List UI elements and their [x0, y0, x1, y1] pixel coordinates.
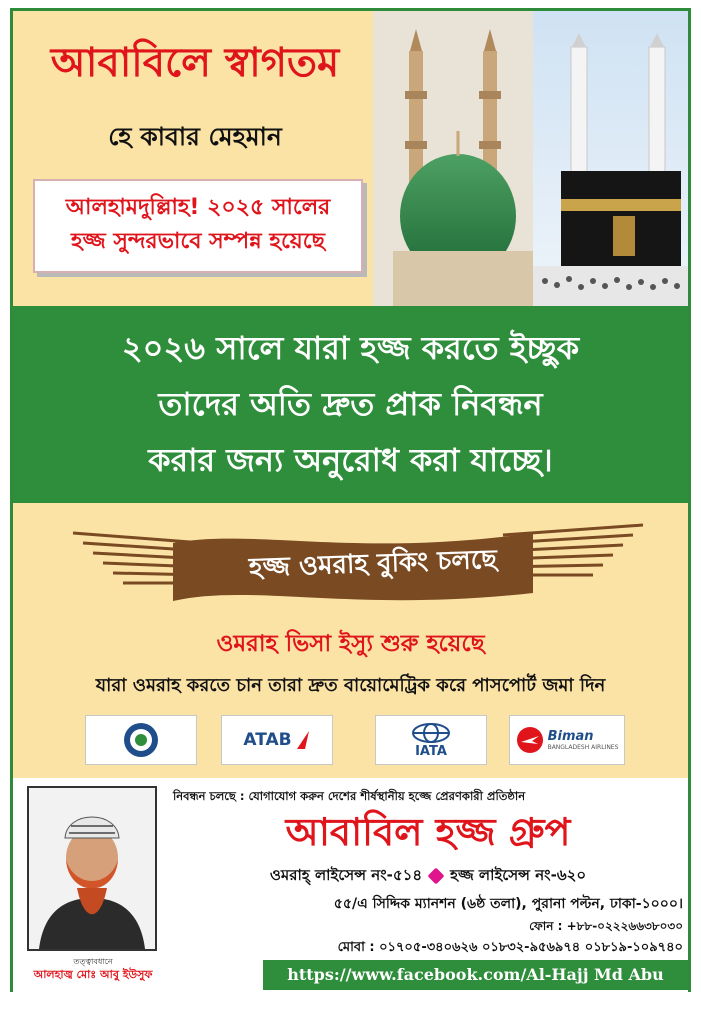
iata-logo [375, 715, 487, 765]
alhamdulillah-box [33, 179, 363, 273]
booking-section [13, 503, 688, 778]
mobile-numbers: মোবা : ০১৭০৫-৩৪০৬২৬ ০১৮৩২-৯৫৬৯৭৪ ০১৮১৯-১০৯৭৪০ [337, 940, 683, 955]
supervisor-caption: তত্ত্বাবধানে [73, 957, 113, 966]
umrah-biometric-text: যারা ওমরাহ করতে চান তারা দ্রুত বায়োমেট্রিক করে পাসপোর্ট জমা দিন [95, 675, 606, 696]
atab-text: ATAB [243, 730, 292, 750]
license-line [173, 864, 683, 889]
founder-portrait [27, 786, 157, 951]
hajj-license: হজ্জ লাইসেন্স নং-৬২০ [450, 866, 587, 884]
group-name: আবাবিল হজ্জ গ্রুপ [285, 810, 571, 854]
biman-sub-text: BANGLADESH AIRLINES [547, 744, 619, 751]
atab-arrow-icon [295, 729, 311, 751]
contact-section [13, 778, 688, 1014]
biman-logo [509, 715, 625, 765]
founder-name: আলহাজ্ব মোঃ আবু ইউসুফ [33, 968, 153, 981]
biman-bird-icon [516, 726, 544, 754]
umrah-license: ওমরাহ্ লাইসেন্স নং-৫১৪ [269, 866, 423, 884]
poster [10, 8, 691, 1014]
alhamdulillah-line-1: আলহামদুল্লিাহ! ২০২৫ সালের [65, 195, 331, 220]
top-section [13, 11, 688, 306]
biman-text-group [548, 729, 619, 751]
umrah-visa-text: ওমরাহ ভিসা ইস্যু শুরু হয়েছে [216, 631, 485, 657]
address: ৫৫/এ সিদ্দিক ম্যানশন (৬ষ্ঠ তলা), পুরানা পল্টন, ঢাকা-১০০০। [333, 896, 683, 912]
booking-banner [53, 513, 653, 613]
registration-band [13, 306, 688, 503]
hajj-agency-logo [85, 715, 197, 765]
alhamdulillah-line-2: হজ্জ সুন্দরভাবে সম্পন্ন হয়েছে [71, 229, 325, 254]
separator-icon [428, 867, 445, 884]
phone: ফোন : +৮৮-০২২২৬৬৩৮০৩০ [529, 919, 683, 933]
band-line-3: করার জন্য অনুরোধ করা যাচ্ছে। [148, 441, 553, 479]
partner-logos [85, 715, 625, 767]
globe-icon [411, 722, 451, 744]
booking-banner-text: হজ্জ ওমরাহ বুকিং চলছে [248, 544, 498, 584]
guest-subtitle: হে কাবার মেহমান [108, 122, 282, 151]
mosque-kaaba-photo [373, 11, 688, 306]
iata-text: IATA [415, 743, 447, 759]
atab-logo [221, 715, 333, 765]
registration-line: নিবন্ধন চলছে : যোগাযোগ করুন দেশের শীর্ষস্থানীয় হজ্জে প্রেরণকারী প্রতিষ্ঠান [173, 789, 526, 803]
band-line-1: ২০২৬ সালে যারা হজ্জ করতে ইচ্ছুক [121, 329, 580, 367]
welcome-title: আবাবিলে স্বাগতম [50, 40, 340, 86]
band-line-2: তাদের অতি দ্রুত প্রাক নিবন্ধন [158, 385, 543, 423]
facebook-link[interactable]: https://www.facebook.com/Al-Hajj Md Abu Yousuf [263, 960, 688, 990]
seal-icon [121, 720, 161, 760]
biman-text: Biman [547, 729, 594, 744]
